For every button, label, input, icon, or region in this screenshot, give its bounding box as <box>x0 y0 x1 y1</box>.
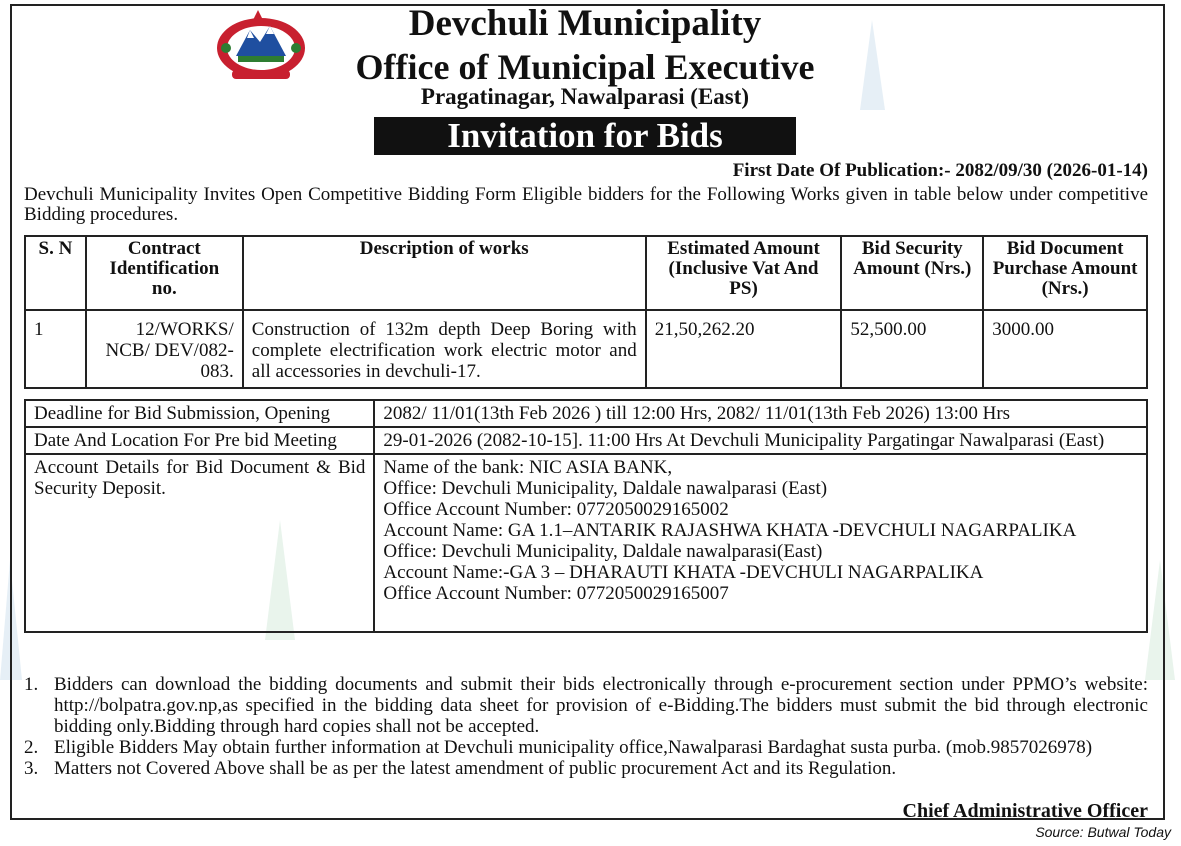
intro-paragraph: Devchuli Municipality Invites Open Competitive Bidding Form Eligible bidders for the Following Works given in table below under competitive Bidding procedures. <box>24 184 1148 225</box>
deadline-row <box>25 400 1147 427</box>
account-line: Office: Devchuli Municipality, Daldale nawalparasi (East) <box>383 478 828 499</box>
col-contract-header: Contract Identification no. <box>86 236 243 310</box>
account-line: Office: Devchuli Municipality, Daldale nawalparasi(East) <box>383 541 823 562</box>
bid-table-header <box>25 236 1147 310</box>
office-address: Pragatinagar, Nawalparasi (East) <box>420 84 750 109</box>
col-estimate-header: Estimated Amount (Inclusive Vat And PS) <box>646 236 842 310</box>
deadline-label: Deadline for Bid Submission, Opening <box>25 400 374 427</box>
account-label: Account Details for Bid Document & Bid Security Deposit. <box>25 454 374 632</box>
account-line: Account Name: GA 1.1–ANTARIK RAJASHWA KHATA -DEVCHULI NAGARPALIKA <box>383 520 1077 541</box>
nepal-emblem-icon <box>214 8 308 82</box>
account-line: Office Account Number: 0772050029165007 <box>383 583 729 604</box>
cell-sn: 1 <box>25 310 86 388</box>
col-security-header: Bid Security Amount (Nrs.) <box>841 236 983 310</box>
col-description-header: Description of works <box>243 236 646 310</box>
office-name: Office of Municipal Executive <box>355 47 815 87</box>
cell-description: Construction of 132m depth Deep Boring with complete electrification work electric motor and all accessories in devchuli-17. <box>243 310 646 388</box>
note-text: Bidders can download the bidding documents and submit their bids electronically through e-procurement section under PPMO’s website: http://bolpatra.gov.np,as specified in the bidding data sheet for provision of e-Bidding.The bidders must submit the bid through electronic bidding only.Bidding through hard copies shall not be accepted. <box>54 674 1148 737</box>
list-item <box>24 674 1148 737</box>
table-row <box>25 310 1147 388</box>
account-line: Office Account Number: 0772050029165002 <box>383 499 729 520</box>
note-number: 2. <box>24 737 39 758</box>
info-table <box>24 399 1148 633</box>
account-row <box>25 454 1147 632</box>
cell-document: 3000.00 <box>983 310 1147 388</box>
publication-date: First Date Of Publication:- 2082/09/30 (2026-01-14) <box>732 160 1148 181</box>
note-text: Matters not Covered Above shall be as per the latest amendment of public procurement Act and its Regulation. <box>54 758 897 779</box>
list-item <box>24 737 1148 758</box>
bid-table <box>24 235 1148 389</box>
note-number: 3. <box>24 758 39 779</box>
list-item <box>24 758 1148 779</box>
notes-list <box>24 674 1148 779</box>
source-credit: Source: Butwal Today <box>1035 824 1171 840</box>
prebid-label: Date And Location For Pre bid Meeting <box>25 427 374 454</box>
prebid-value: 29-01-2026 (2082-10-15]. 11:00 Hrs At Devchuli Municipality Pargatingar Nawalparasi (East) <box>374 427 1147 454</box>
deadline-value: 2082/ 11/01(13th Feb 2026 ) till 12:00 Hrs, 2082/ 11/01(13th Feb 2026) 13:00 Hrs <box>374 400 1147 427</box>
col-document-header: Bid Document Purchase Amount (Nrs.) <box>983 236 1147 310</box>
cell-estimate: 21,50,262.20 <box>646 310 842 388</box>
account-line: Account Name:-GA 3 – DHARAUTI KHATA -DEVCHULI NAGARPALIKA <box>383 562 984 583</box>
col-sn-header: S. N <box>25 236 86 310</box>
account-details <box>374 454 1147 632</box>
cell-contract-id: 12/WORKS/ NCB/ DEV/082-083. <box>86 310 243 388</box>
note-number: 1. <box>24 674 39 695</box>
prebid-row <box>25 427 1147 454</box>
account-line: Name of the bank: NIC ASIA BANK, <box>383 457 673 478</box>
signoff: Chief Administrative Officer <box>902 800 1148 822</box>
cell-security: 52,500.00 <box>841 310 983 388</box>
note-text: Eligible Bidders May obtain further information at Devchuli municipality office,Nawalparasi Bardaghat susta purba. (mob.9857026978) <box>54 737 1093 758</box>
invitation-banner: Invitation for Bids <box>374 117 796 155</box>
municipality-name: Devchuli Municipality <box>408 3 762 44</box>
